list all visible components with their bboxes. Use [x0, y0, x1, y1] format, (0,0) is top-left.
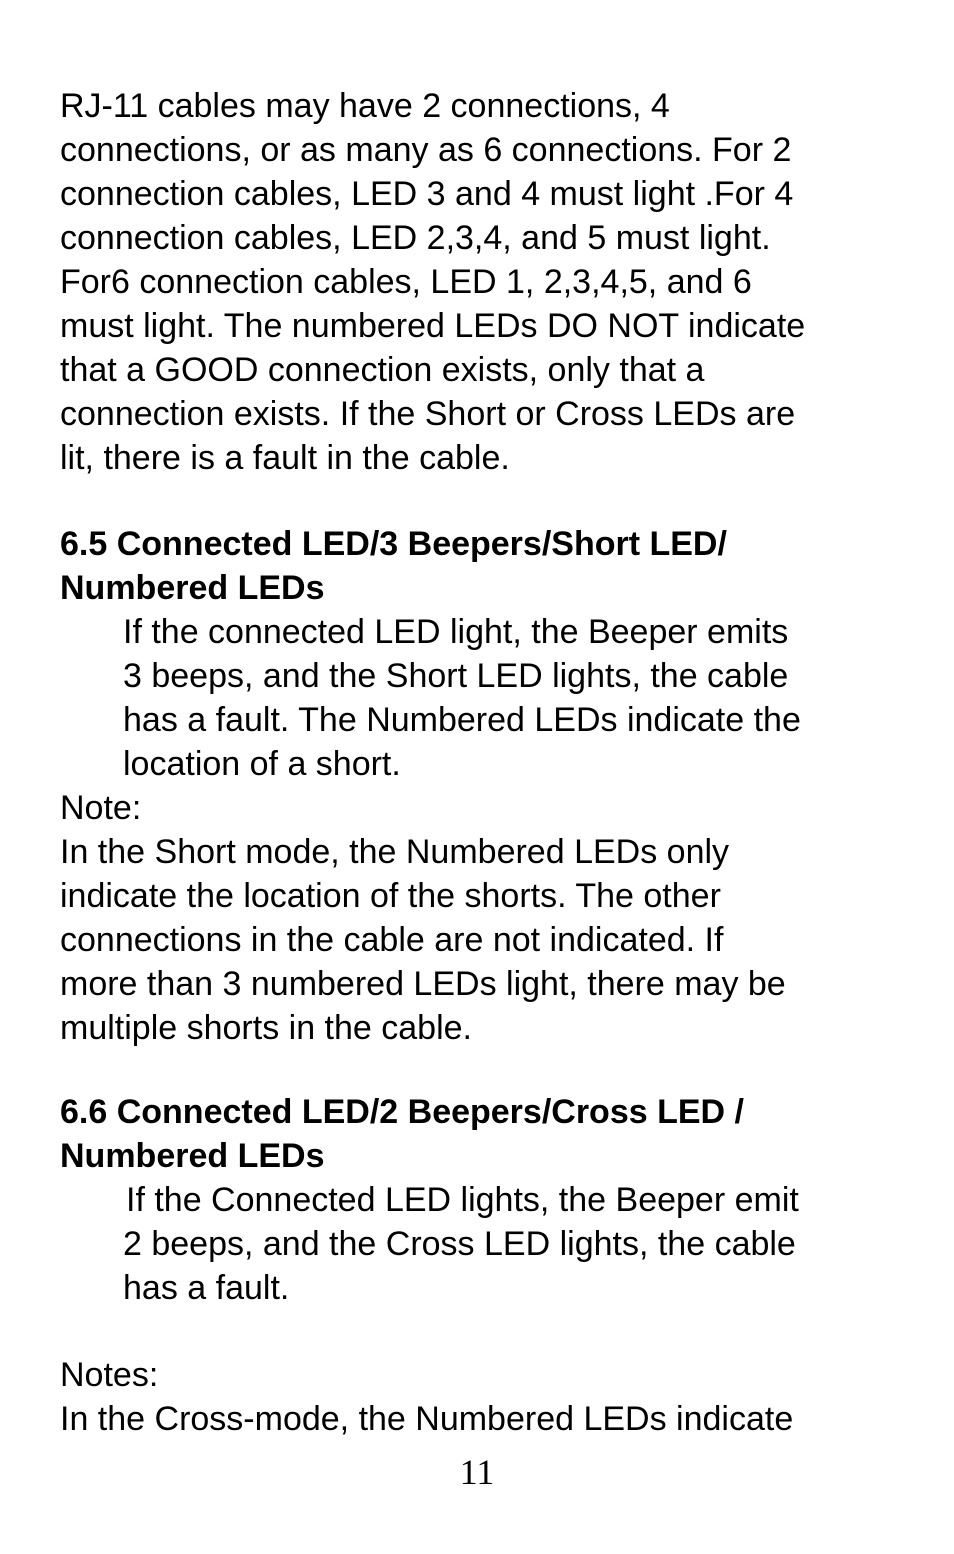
note-line: multiple shorts in the cable. — [60, 1009, 472, 1047]
section-body-line: location of a short. — [123, 745, 401, 783]
intro-line: RJ-11 cables may have 2 connections, 4 — [60, 87, 670, 125]
section-heading: Numbered LEDs — [60, 1137, 325, 1175]
intro-line: connection cables, LED 3 and 4 must light .For 4 — [60, 175, 794, 213]
intro-line: lit, there is a fault in the cable. — [60, 439, 510, 477]
section-heading: 6.5 Connected LED/3 Beepers/Short LED/ — [60, 525, 727, 563]
note-line: In the Short mode, the Numbered LEDs only — [60, 833, 730, 871]
notes-label: Notes: — [60, 1356, 159, 1394]
intro-line: must light. The numbered LEDs DO NOT indicate — [60, 307, 806, 345]
intro-line: connection cables, LED 2,3,4, and 5 must light. — [60, 219, 771, 257]
section-body-line: has a fault. The Numbered LEDs indicate the — [123, 701, 801, 739]
intro-line: connections, or as many as 6 connections. For 2 — [60, 131, 792, 169]
intro-line: connection exists. If the Short or Cross LEDs are — [60, 395, 796, 433]
notes-line: In the Cross-mode, the Numbered LEDs indicate — [60, 1400, 794, 1438]
section-body-line: has a fault. — [123, 1269, 290, 1307]
page-number: 11 — [459, 1452, 495, 1492]
note-line: connections in the cable are not indicated. If — [60, 921, 724, 959]
intro-line: For6 connection cables, LED 1, 2,3,4,5, and 6 — [60, 263, 752, 301]
intro-line: that a GOOD connection exists, only that a — [60, 351, 705, 389]
section-heading: 6.6 Connected LED/2 Beepers/Cross LED / — [60, 1093, 744, 1131]
note-line: more than 3 numbered LEDs light, there may be — [60, 965, 786, 1003]
note-label: Note: — [60, 789, 142, 827]
section-body-line: 2 beeps, and the Cross LED lights, the cable — [123, 1225, 796, 1263]
note-line: indicate the location of the shorts. The other — [60, 877, 721, 915]
section-body-line: If the connected LED light, the Beeper emits — [123, 613, 789, 651]
section-heading: Numbered LEDs — [60, 569, 325, 607]
section-body-line: If the Connected LED lights, the Beeper emit — [126, 1181, 799, 1219]
section-body-line: 3 beeps, and the Short LED lights, the cable — [123, 657, 789, 695]
